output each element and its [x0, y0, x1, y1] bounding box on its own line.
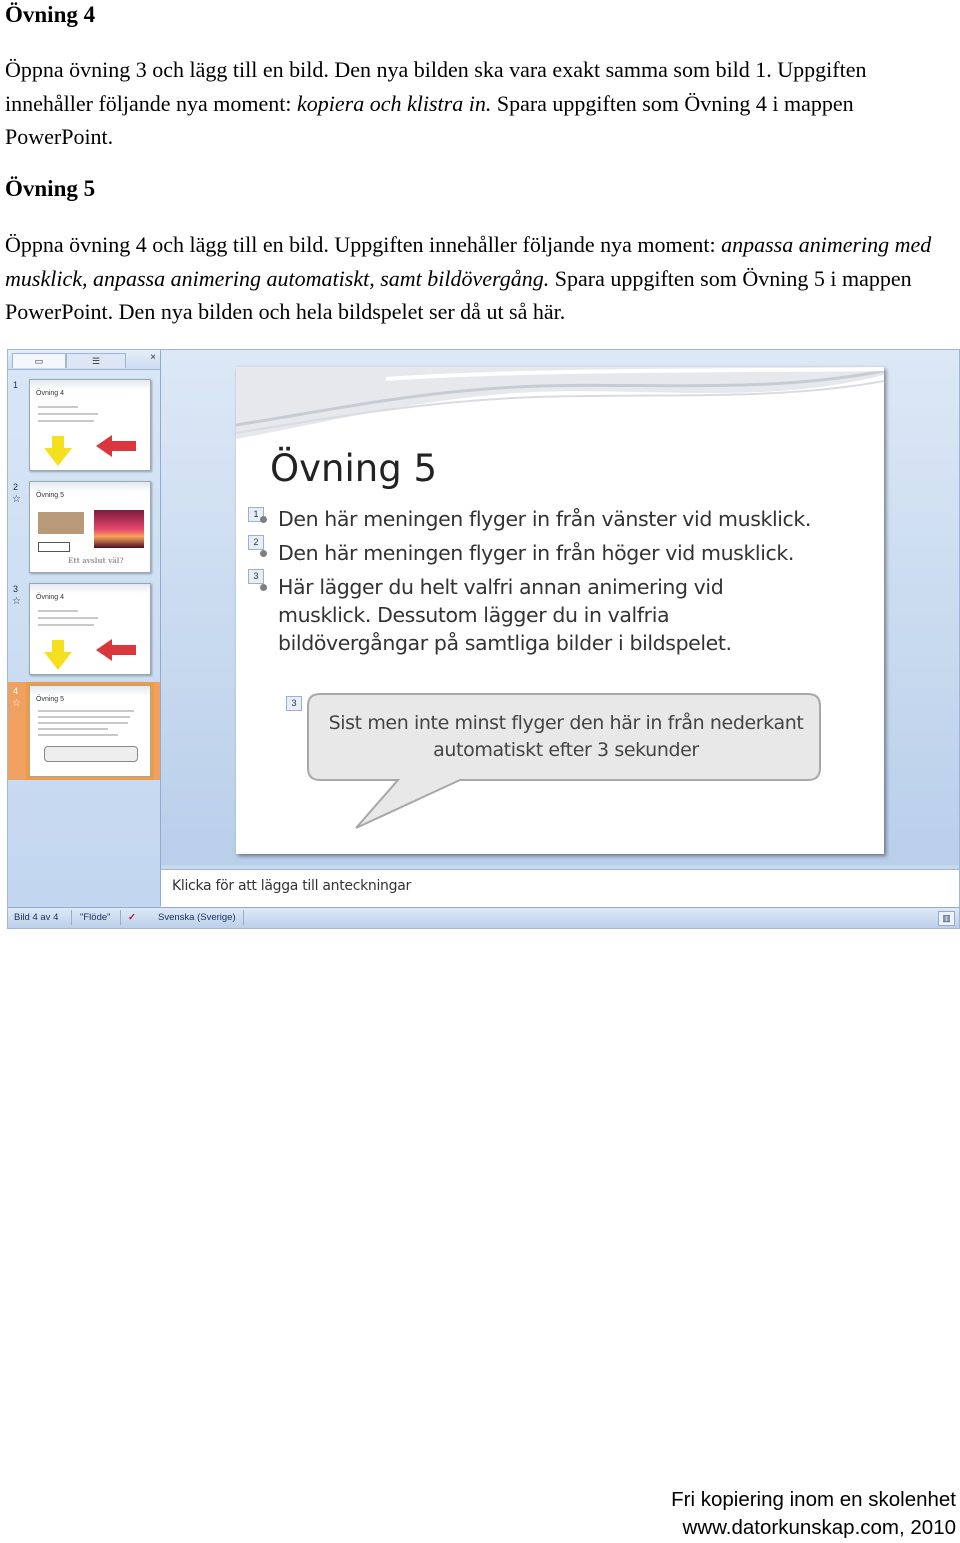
- slide-indicator: Bild 4 av 4: [14, 912, 59, 923]
- thumbnail-title: Övning 5: [36, 696, 65, 703]
- footer-line-2: www.datorkunskap.com, 2010: [682, 1516, 956, 1539]
- slide-thumbnail[interactable]: [29, 481, 151, 573]
- thumbnail-text-line: [38, 413, 98, 415]
- outline-tab-icon: ☰: [91, 356, 101, 366]
- thumbnail-text-line: [38, 617, 98, 619]
- slide-thumbnail-row-4[interactable]: [8, 682, 160, 780]
- normal-view-icon[interactable]: ▥: [938, 911, 955, 926]
- thumbnail-caption: Ett avslut väl?: [68, 556, 124, 565]
- language[interactable]: Svenska (Sverige): [158, 912, 236, 923]
- slide-title[interactable]: Övning 5: [270, 447, 437, 490]
- paragraph-text: Öppna övning 4 och lägg till en bild. Uppgiften innehåller följande nya moment:: [5, 232, 722, 257]
- thumbnail-text-line: [38, 728, 108, 730]
- thumbnail-text-line: [38, 624, 94, 626]
- status-separator: [120, 910, 121, 925]
- slide-thumbnail[interactable]: [29, 685, 151, 777]
- thumbnail-arrow-down: [44, 448, 72, 466]
- slide-editing-area: [161, 350, 959, 865]
- slide-header-swoosh: [236, 367, 884, 447]
- thumbnail-header-swoosh: [30, 482, 150, 492]
- bullet-dot: [260, 516, 267, 523]
- slide-number: 3: [13, 584, 19, 594]
- thumbnail-text-line: [38, 716, 130, 718]
- animation-star-icon: ☆: [12, 698, 21, 709]
- slide-thumbnail-row-1[interactable]: [8, 376, 160, 474]
- status-bar: [8, 907, 959, 929]
- thumbnail-arrow-left: [96, 639, 112, 661]
- slide-number: 2: [13, 482, 19, 492]
- animation-tag[interactable]: 2: [248, 535, 264, 550]
- thumbnail-arrow-down: [52, 640, 64, 652]
- slide-bullet[interactable]: [278, 573, 758, 657]
- paragraph-italic: anpassa animering med musklick, anpassa animering automatiskt, samt bildövergång.: [5, 232, 932, 291]
- bullet-dot: [260, 584, 267, 591]
- animation-star-icon: ☆: [12, 596, 21, 607]
- close-icon[interactable]: ×: [150, 352, 156, 363]
- slide-thumbnail[interactable]: [29, 583, 151, 675]
- paragraph-text: Spara uppgiften som Övning 4 i mappen PowerPoint.: [5, 90, 854, 149]
- bullet-text: Den här meningen flyger in från höger vid musklick.: [278, 541, 794, 565]
- powerpoint-screenshot: [7, 349, 960, 929]
- notes-placeholder: Klicka för att lägga till anteckningar: [172, 878, 411, 894]
- pane-tabs: [8, 350, 160, 370]
- thumbnail-table: [38, 512, 84, 534]
- status-separator: [71, 910, 72, 925]
- slide-thumbnail-row-3[interactable]: [8, 580, 160, 678]
- slide-thumbnail[interactable]: [29, 379, 151, 471]
- bullet-text: Här lägger du helt valfri annan animering vid musklick. Dessutom lägger du in valfria bildövergångar på samtliga bilder i bildspelet.: [278, 575, 732, 655]
- thumbnail-text-line: [38, 420, 94, 422]
- animation-tag[interactable]: 3: [286, 696, 302, 711]
- slides-tab-icon: ▭: [34, 356, 44, 366]
- thumbnail-header-swoosh: [30, 686, 150, 696]
- thumbnail-callout: [44, 746, 138, 762]
- tab-slides[interactable]: [12, 353, 66, 368]
- thumbnail-text-line: [38, 610, 78, 612]
- bullet-text: Den här meningen flyger in från vänster vid musklick.: [278, 507, 812, 531]
- bullet-dot: [260, 550, 267, 557]
- thumbnail-title: Övning 4: [36, 594, 65, 601]
- animation-tag[interactable]: 1: [248, 507, 264, 522]
- thumbnail-text-line: [38, 710, 134, 712]
- paragraph-ovning-5: [5, 228, 955, 329]
- thumbnail-sunset-image: [94, 510, 144, 548]
- animation-tag[interactable]: 3: [248, 569, 264, 584]
- paragraph-italic: kopiera och klistra in.: [297, 90, 492, 116]
- thumbnail-arrow-down: [52, 436, 64, 448]
- footer-line-1: Fri kopiering inom en skolenhet: [671, 1488, 956, 1511]
- thumbnail-header-swoosh: [30, 380, 150, 390]
- tab-outline[interactable]: [66, 353, 126, 368]
- thumbnail-text-line: [38, 734, 118, 736]
- thumbnail-arrow-left: [112, 441, 136, 451]
- thumbnail-title: Övning 5: [36, 492, 65, 499]
- animation-star-icon: ☆: [12, 494, 21, 505]
- thumbnail-arrow-down: [44, 652, 72, 670]
- thumbnail-header-swoosh: [30, 584, 150, 594]
- paragraph-ovning-4: [5, 53, 955, 154]
- thumbnail-title: Övning 4: [36, 390, 65, 397]
- thumbnail-arrow-left: [96, 435, 112, 457]
- thumbnail-text-line: [38, 722, 128, 724]
- slide-thumbnail-row-2[interactable]: [8, 478, 160, 576]
- status-separator: [243, 910, 244, 925]
- slide-canvas[interactable]: [236, 367, 884, 854]
- heading-ovning-4: Övning 4: [5, 2, 96, 27]
- slides-pane: [8, 350, 161, 906]
- slide-number: 1: [13, 380, 19, 390]
- thumbnail-arrow-left: [112, 645, 136, 655]
- slide-number: 4: [13, 686, 19, 696]
- paragraph-text: Öppna övning 3 och lägg till en bild. Den nya bilden ska vara exakt samma som bild 1. Uppgiften innehåller följande nya moment:: [5, 57, 867, 116]
- spell-check-icon[interactable]: ✓: [128, 912, 136, 923]
- notes-pane[interactable]: [161, 869, 959, 907]
- slide-bullet[interactable]: [278, 505, 858, 533]
- heading-ovning-5: Övning 5: [5, 176, 96, 201]
- callout-text: Sist men inte minst flyger den här in från nederkant automatiskt efter 3 sekunder: [328, 712, 804, 761]
- theme-name: "Flöde": [80, 912, 111, 923]
- paragraph-text: Spara uppgiften som Övning 5 i mappen PowerPoint. Den nya bilden och hela bildspelet ser då ut så här.: [5, 265, 912, 324]
- slide-bullet[interactable]: [278, 539, 858, 567]
- thumbnail-text-line: [38, 406, 78, 408]
- thumbnail-text-line: [38, 542, 70, 552]
